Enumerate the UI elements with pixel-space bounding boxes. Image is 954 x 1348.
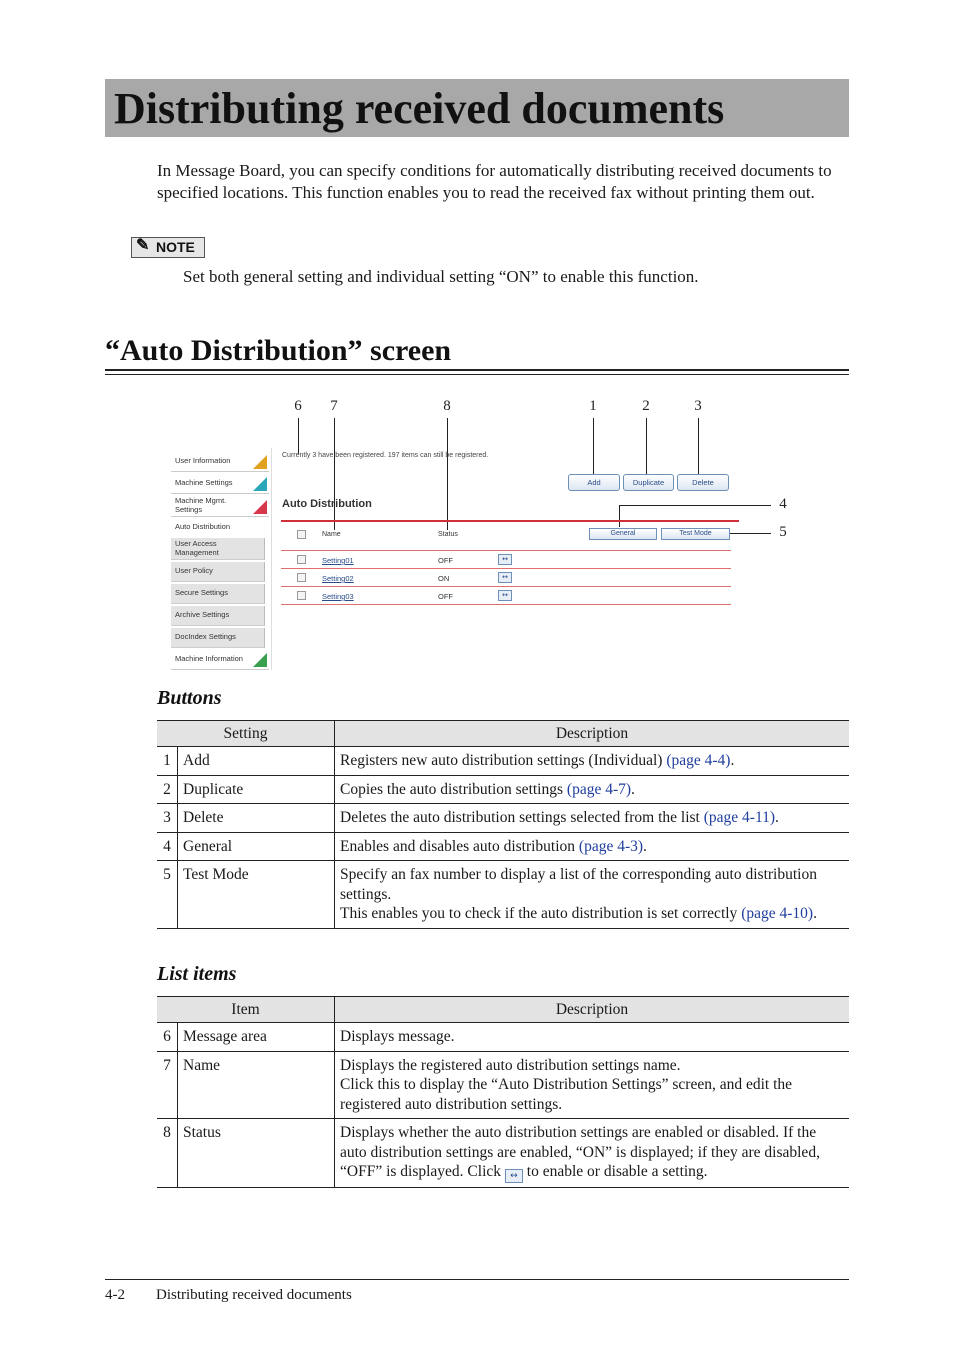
heading-underline [281,520,739,522]
page-link[interactable]: (page 4-10) [741,905,814,922]
callout-6: 6 [294,398,302,414]
list-items-table [157,996,849,1188]
description-text: Enables and disables auto distribution [340,837,579,855]
description-text: Registers new auto distribution settings (Individual) [340,752,667,769]
sidebar-item-label: User Access Management [175,539,219,557]
row-divider [281,568,731,569]
row-description [335,1119,850,1188]
row-description [335,861,850,929]
page-link[interactable]: (page 4-7) [566,780,632,798]
table-row [157,861,849,929]
row-setting: Test Mode [178,861,335,929]
row-description: Displays message. [335,1023,850,1052]
section-rule-thin [105,374,849,375]
row-description [335,832,850,861]
table-header-row [157,997,849,1023]
setting-name-link[interactable]: Setting02 [322,574,354,583]
table-row [157,747,849,776]
sidebar-item-label: User Policy [175,566,213,575]
buttons-subtitle: Buttons [157,687,222,709]
column-header: Setting [157,721,335,747]
leader-line-8 [447,418,448,530]
toggle-arrows-icon[interactable]: ↔ [498,572,512,583]
description-suffix: . [813,905,817,922]
sidebar-item-auto-distribution[interactable] [171,518,269,538]
row-number: 4 [157,832,178,861]
row-divider [281,604,731,605]
column-header: Item [157,997,335,1023]
sidebar-item-label: Machine Settings [175,478,233,487]
callout-2: 2 [642,398,650,414]
callout-3: 3 [694,398,702,414]
add-button[interactable]: Add [568,474,620,491]
row-number: 8 [157,1119,178,1188]
sidebar-item-label: User Information [175,456,231,465]
leader-line-1 [593,418,594,474]
setting-status: OFF [438,556,453,565]
section-rule [105,369,849,371]
table-row [157,1023,849,1052]
setting-status: ON [438,574,450,583]
row-item: Message area [178,1023,335,1052]
row-number: 2 [157,775,178,804]
sidebar-item-machine-information[interactable] [171,650,269,670]
toggle-arrows-icon: ↔ [505,1169,523,1183]
row-number: 5 [157,861,178,929]
corner-tab-icon [253,455,267,469]
description-text: Displays the registered auto distribution settings name. [340,1056,681,1074]
row-setting: Duplicate [178,775,335,804]
row-checkbox[interactable] [297,591,306,600]
leader-line-3 [698,418,699,474]
row-checkbox[interactable] [297,555,306,564]
note-text: Set both general setting and individual setting “ON” to enable this function. [183,267,699,286]
leader-line-2 [646,418,647,474]
row-checkbox[interactable] [297,573,306,582]
row-description [335,1051,850,1119]
row-description [335,804,850,833]
sidebar-item-docindex-settings[interactable] [171,628,265,648]
table-row [157,775,849,804]
description-suffix: . [631,780,635,798]
sidebar-item-label: Machine Mgmt. Settings [175,496,227,514]
duplicate-button[interactable]: Duplicate [623,474,674,491]
sidebar-item-label: DocIndex Settings [175,632,236,641]
leader-line-4-h [619,505,771,506]
description-text: Copies the auto distribution settings [340,780,567,798]
setting-name-link[interactable]: Setting01 [322,556,354,565]
sidebar-item-user-information[interactable] [171,452,269,472]
description-suffix: . [730,752,735,769]
footer-rule [105,1279,849,1280]
delete-button[interactable]: Delete [677,474,729,491]
description-suffix: . [775,809,779,826]
row-item: Status [178,1119,335,1188]
row-description [335,775,850,804]
corner-tab-icon [253,477,267,491]
description-text: to enable or disable a setting. [522,1163,708,1180]
toggle-arrows-icon[interactable]: ↔ [498,590,512,601]
column-header-name[interactable]: Name [322,531,341,538]
description-text: Deletes the auto distribution settings selected from the list [340,809,704,826]
sidebar-item-archive-settings[interactable] [171,606,265,626]
row-item: Name [178,1051,335,1119]
page-link[interactable]: (page 4-4) [666,752,731,769]
toggle-arrows-icon[interactable]: ↔ [498,554,512,565]
section-title: “Auto Distribution” screen [105,334,452,367]
description-text: Specify an fax number to display a list of the corresponding auto distribution settings. [340,866,817,903]
message-area: Currently 3 have been registered. 197 items can still be registered. [282,452,489,459]
pencil-icon: ✎ [136,237,150,254]
sidebar-item-machine-settings[interactable] [171,474,269,494]
callout-4: 4 [779,496,787,512]
test-mode-button[interactable]: Test Mode [661,528,730,540]
row-setting: Add [178,747,335,776]
footer-page-number: 4-2 [105,1287,125,1303]
row-divider [281,550,731,551]
row-number: 7 [157,1051,178,1119]
row-divider [281,586,731,587]
callout-8: 8 [443,398,451,414]
leader-line-6 [298,418,299,454]
setting-name-link[interactable]: Setting03 [322,592,354,601]
select-all-checkbox[interactable] [297,530,306,539]
corner-tab-icon [253,500,267,514]
sidebar-item-secure-settings[interactable] [171,584,265,604]
note-label: NOTE [156,239,195,255]
sidebar-item-user-policy[interactable] [171,562,265,582]
row-setting: Delete [178,804,335,833]
leader-line-7 [334,418,335,530]
callout-5: 5 [779,524,787,540]
leader-line-4-v [619,505,620,527]
sidebar-item-label: Auto Distribution [175,522,231,531]
row-description [335,747,850,776]
sidebar-item-label: Machine Information [175,654,243,663]
description-text: This enables you to check if the auto distribution is set correctly [340,905,742,922]
row-setting: General [178,832,335,861]
buttons-table [157,720,849,929]
callout-7: 7 [330,398,338,414]
column-header: Description [335,721,850,747]
intro-paragraph: In Message Board, you can specify conditions for automatically distributing received documents to specified locations. This function enables you to read the received fax without printing them out. [157,161,832,202]
column-header: Description [335,997,850,1023]
page-title: Distributing received documents [114,84,725,133]
row-number: 1 [157,747,178,776]
sidebar-item-label: Secure Settings [175,588,228,597]
table-row [157,1119,849,1188]
sidebar-item-user-access-management[interactable] [171,538,265,560]
setting-status: OFF [438,592,453,601]
page-link[interactable]: (page 4-3) [578,837,644,855]
description-text: Displays whether the auto distribution settings are enabled or disabled. If the auto distribution settings are enabled, “ON” is displayed; if they are disabled, “OFF” is displayed. Click [340,1124,820,1180]
description-text: Click this to display the “Auto Distribution Settings” screen, and edit the registered auto distribution settings. [340,1076,793,1113]
sidebar-item-label: Archive Settings [175,610,230,619]
note-badge [131,237,205,258]
list-items-subtitle: List items [157,963,237,985]
row-number: 6 [157,1023,178,1052]
page-link[interactable]: (page 4-11) [703,809,776,826]
footer-title: Distributing received documents [156,1287,352,1303]
table-row [157,804,849,833]
corner-tab-icon [253,653,267,667]
column-header-status: Status [438,531,458,538]
callout-1: 1 [589,398,597,414]
row-number: 3 [157,804,178,833]
screen-heading: Auto Distribution [282,498,372,510]
table-header-row [157,721,849,747]
general-button[interactable]: General [589,528,657,540]
table-row [157,1051,849,1119]
sidebar-item-machine-mgmt-settings[interactable] [171,495,269,517]
description-suffix: . [643,837,647,855]
table-row [157,832,849,861]
